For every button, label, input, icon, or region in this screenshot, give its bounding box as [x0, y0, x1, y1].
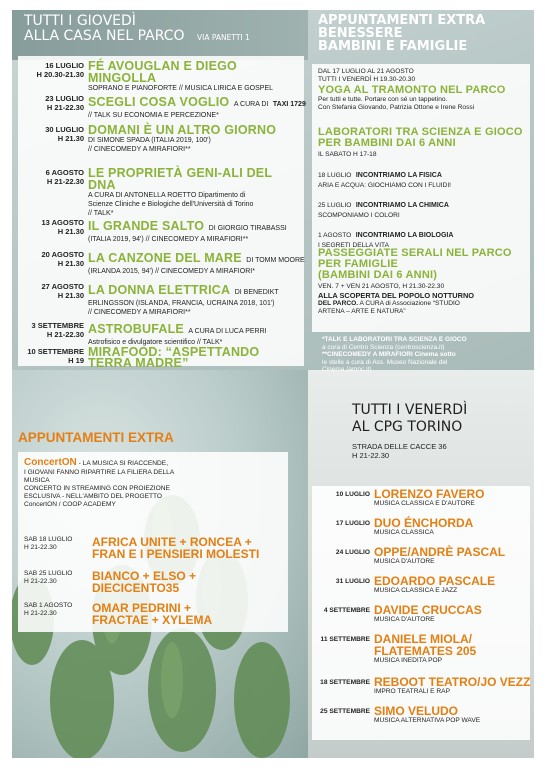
event-title: LA DONNA ELETTRICA	[88, 283, 231, 297]
labs-title: LABORATORI TRA SCIENZA E GIOCO	[318, 126, 523, 138]
walks-title: PASSEGGIATE SERALI NEL PARCO	[318, 247, 512, 259]
footnotes: *TALK E LABORATORI TRA SCIENZA E GIOCO a cura di Centro Scienza (centroscienza.it) **CINECOMEDY A MIRAFIORI Cinema sotto le stelle a cura di Ass. Museo Nazionale del Cinema (amnc.it)	[322, 336, 467, 374]
fridays-panel: 10 LUGLIO LORENZO FAVERO MUSICA CLASSICA E D'AUTORE 17 LUGLIO DUO ÉNCHORDA MUSICA CLASSICA 24 LUGLIO OPPE/ANDRÈ PASCAL MUSICA D'AUTORE 31 LUGLIO EDOARDO PASCALE MUSICA CLASSICA E JAZZ 4 SETTEMBRE DAVIDE CRUCCAS MUSICA D'AUTORE 11 SETTEMBRE DANIELE MIOLA/ FLATEMATES 205 MUSICA INEDITA POP 18 SETTEMBRE REBOOT TEATRO/JO VEZZ IMPRO TEATRALI E RAP 25 SETTEMBRE SIMO VELUDO MUSICA ALTERNATIVA POP WAVE	[312, 486, 530, 740]
thursdays-panel: 16 LUGLIO H 20.30-21.30 FÉ AVOUGLAN E DIEGO MINGOLLA SOPRANO E PIANOFORTE // MUSICA LIRICA E GOSPEL 23 LUGLIO H 21-22.30 SCEGLI COSA VOGLIO A CURA DI TAXI 1729 // TALK SU ECONOMIA E PERCEZIONE* 30 LUGLIO H 21.30 DOMANI È UN ALTRO GIORNO DI SIMONE SPADA (ITALIA 2019, 100') // CINECOMEDY A MIRAFIORI** 6 AGOSTO H 21-22.30 LE PROPRIETÀ GENI-ALI DEL DNA A CURA DI ANTONELLA ROETTO Dipartimento di Scienze Cliniche e Biologiche dell'Università di Torino // TALK* 13 AGOSTO H 21.30 IL GRANDE SALTO DI GIORGIO TIRABASSI (ITALIA 2019, 94') // CINECOMEDY A MIRAFIORI** 20 AGOSTO H 21.30 LA CANZONE DEL MARE DI TOMM MOORE (IRLANDA 2015, 94') // CINECOMEDY A MIRAFIORI* 27 AGOSTO H 21.30 LA DONNA ELETTRICA DI BENEDIKT ERLINGSSON (ISLANDA, FRANCIA, UCRAINA 2018, 101') // CINECOMEDY A MIRAFIORI** 3 SETTEMBRE H 21-22.30 ASTROBUFALE A CURA DI LUCA PERRI Astrofisico e divulgatore scientifico // TALK* 10 SETTEMBRE H 19 MIRAFOOD: “ASPETTANDO	[18, 56, 304, 366]
event-title: MIRAFOOD: “ASPETTANDO	[88, 345, 260, 359]
extra-title: APPUNTAMENTI EXTRA BENESSERE BAMBINI E FAMIGLIE	[318, 13, 486, 54]
list-item: OMAR PEDRINI + FRACTAE + XYLEMA	[92, 601, 213, 627]
event-title: ASTROBUFALE	[88, 322, 184, 336]
concerton-panel: ConcertON - LA MUSICA SI RIACCENDE, I GIOVANI FANNO RIPARTIRE LA FILIERA DELLA MUSICA CONCERTO IN STREAMING CON PROIEZIONE ESCLUSIVA - NELL'AMBITO DEL PROGETTO ConcertON / COOP ACADEMY SAB 18 LUGLIO H 21-22.30 AFRICA UNITE + RONCEA + FRAN E I PENSIERI MOLESTI SAB 25 LUGLIO H 21-22.30 BIANCO + ELSO + DIECICENTO35 SAB 1 AGOSTO H 21-22.30 OMAR PEDRINI + FRACTAE + XYLEMA	[18, 452, 288, 632]
event-title: FÉ AVOUGLAN E DIEGO MINGOLLA	[88, 59, 237, 85]
fridays-title: TUTTI I VENERDÌ AL CPG TORINO	[352, 402, 468, 435]
list-item: AFRICA UNITE + RONCEA + FRAN E I PENSIERI MOLESTI	[92, 535, 260, 561]
extra-panel: DAL 17 LUGLIO AL 21 AGOSTO TUTTI I VENERDÌ H 19.30-20.30 YOGA AL TRAMONTO NEL PARCO Per tutti e tutte. Portare con sé un tappetino. Con Stefania Giovando, Patrizia Ottone e Irene Rossi LABORATORI TRA SCIENZA E GIOCO PER BAMBINI DAI 6 ANNI IL SABATO H 17-18 18 LUGLIO INCONTRIAMO LA FISICA ARIA E ACQUA: GIOCHIAMO CON I FLUIDI! 25 LUGLIO INCONTRIAMO LA CHIMICA SCOMPONIAMO I COLORI 1 AGOSTO INCONTRIAMO LA BIOLOGIA I SEGRETI DELLA VITA PASSEGGIATE SERALI NEL PARCO PER FAMIGLIE (BAMBINI DAI 6 ANNI) VEN. 7 + VEN 21 AGOSTO, H 21.30-22.30 ALLA SCOPERTA DEL POPOLO NOTTURNO DEL PARCO. A CURA di Associazione “STUDIO ARTENA – ARTE E NATURA”	[312, 64, 530, 332]
extra2-title: APPUNTAMENTI EXTRA	[18, 430, 174, 445]
thursdays-title-line2: ALLA CASA NEL PARCO	[24, 28, 185, 44]
fridays-location: STRADA DELLE CACCE 36 H 21-22.30	[352, 442, 447, 460]
thursdays-address: VIA PANETTI 1	[197, 33, 250, 42]
event-title-cont: TERRA MADRE”	[88, 356, 189, 370]
event-title: IL GRANDE SALTO	[88, 219, 205, 233]
thursdays-title	[24, 14, 250, 45]
thursdays-title-line1: TUTTI I GIOVEDÌ	[24, 13, 136, 29]
event-title: SCEGLI COSA VOGLIO	[88, 95, 230, 109]
concerton-name: ConcertON	[24, 457, 77, 468]
event-title: LE PROPRIETÀ GENI-ALI DEL DNA	[88, 166, 272, 192]
event-title: DOMANI È UN ALTRO GIORNO	[88, 123, 277, 137]
list-item: BIANCO + ELSO + DIECICENTO35	[92, 569, 197, 595]
yoga-title: YOGA AL TRAMONTO NEL PARCO	[318, 84, 506, 96]
event-title: LA CANZONE DEL MARE	[88, 251, 242, 265]
